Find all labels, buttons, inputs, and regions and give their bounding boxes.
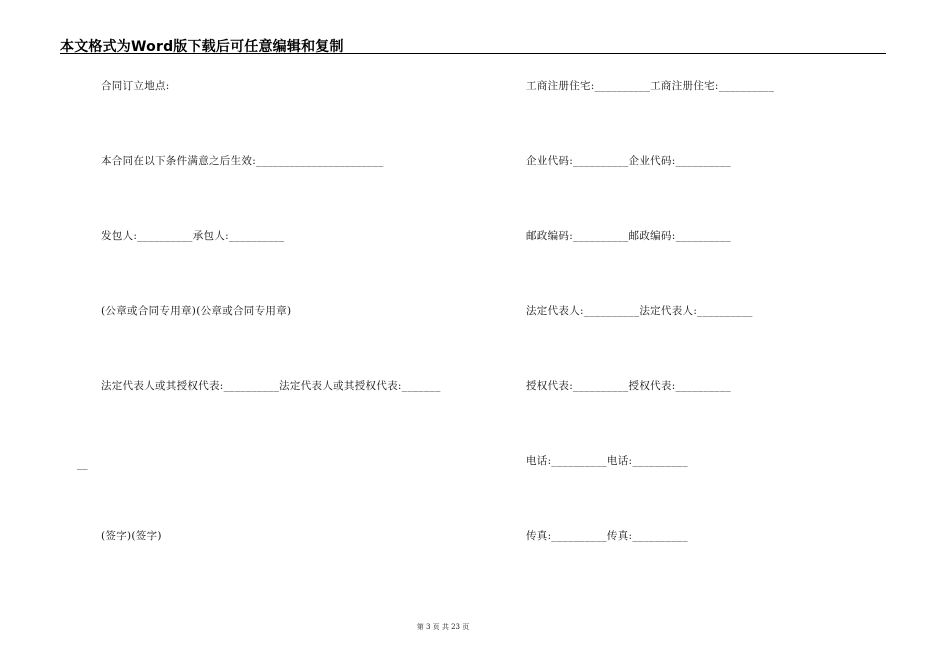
contract-place-line: 合同订立地点: (101, 80, 170, 92)
document-header-title: 本文格式为Word版下载后可任意编辑和复制 (60, 39, 344, 55)
legal-rep-authorized-line: 法定代表人或其授权代表:__________法定代表人或其授权代表:_______ (101, 380, 441, 392)
effective-condition-line: 本合同在以下条件满意之后生效:_______________________ (101, 155, 384, 167)
signature-line: (签字)(签字) (101, 530, 162, 542)
parties-line: 发包人:__________承包人:__________ (101, 230, 285, 242)
continuation-underline: __ (77, 458, 88, 470)
seal-line: (公章或合同专用章)(公章或合同专用章) (101, 305, 292, 317)
enterprise-code-line: 企业代码:__________企业代码:__________ (526, 155, 732, 167)
fax-line: 传真:__________传真:__________ (526, 530, 688, 542)
legal-representative-line: 法定代表人:__________法定代表人:__________ (526, 305, 753, 317)
page-number: 第 3 页 共 23 页 (416, 623, 470, 631)
header-divider (60, 53, 886, 54)
business-address-line: 工商注册住宅:__________工商注册住宅:__________ (526, 80, 775, 92)
authorized-representative-line: 授权代表:__________授权代表:__________ (526, 380, 732, 392)
postal-code-line: 邮政编码:__________邮政编码:__________ (526, 230, 732, 242)
phone-line: 电话:__________电话:__________ (526, 455, 688, 467)
